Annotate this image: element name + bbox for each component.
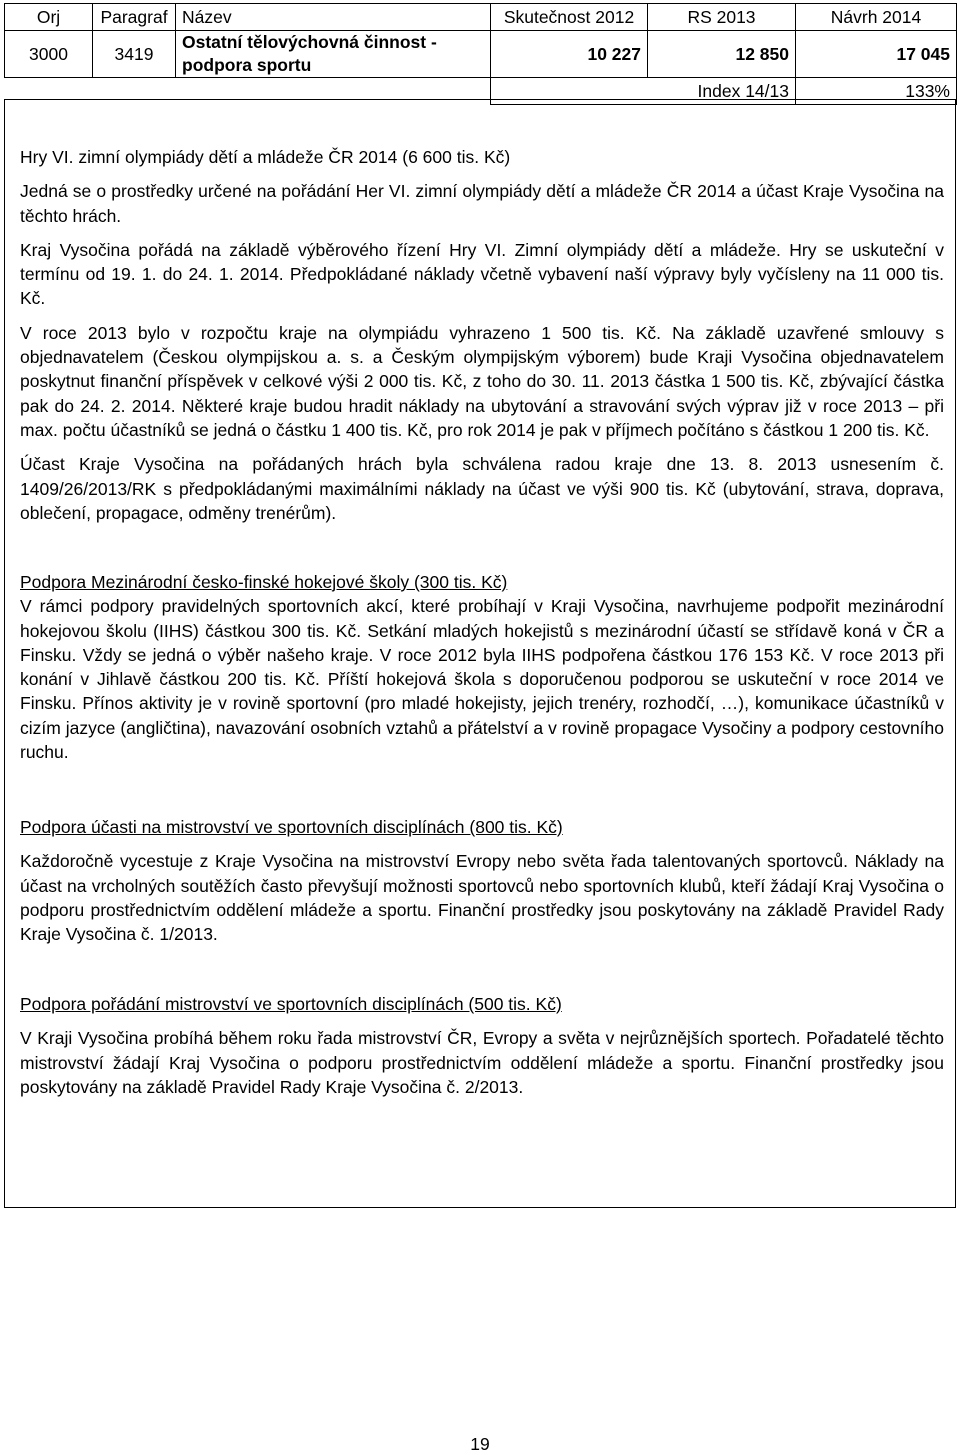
- index-value: 133%: [796, 78, 957, 105]
- paragraph: Jedná se o prostředky určené na pořádání Her VI. zimní olympiády dětí a mládeže ČR 2014 a účast Kraje Vysočina na těchto hrách.: [20, 181, 944, 226]
- header-rs-2013: RS 2013: [648, 4, 796, 31]
- header-skutecnost-2012: Skutečnost 2012: [491, 4, 648, 31]
- page-number: 19: [470, 1434, 490, 1454]
- paragraph: Kraj Vysočina pořádá na základě výběrového řízení Hry VI. Zimní olympiády dětí a mládeže. Hry se uskuteční v termínu od 19. 1. do 24. 1. 2014. Předpokládané náklady včetně vybavení naší výpravy byly vyčísleny na 11 000 tis. Kč.: [20, 239, 944, 309]
- section-olympiada: [20, 145, 944, 525]
- table-header-row: [5, 4, 957, 31]
- header-nazev: Název: [176, 4, 491, 31]
- table-row: [5, 31, 957, 78]
- section-heading: Hry VI. zimní olympiády dětí a mládeže ČR 2014 (6 600 tis. Kč): [20, 147, 511, 167]
- cell-orj: 3000: [5, 31, 93, 78]
- paragraph: V Kraji Vysočina probíhá během roku řada mistrovství ČR, Evropy a světa v nejrůznějších sportech. Pořadatelé těchto mistrovství žádají Kraj Vysočina o podporu prostřednictvím oddělení mládeže a sportu. Finanční prostředky jsou poskytovány na základě Pravidel Rady Kraje Vysočina č. 2/2013.: [20, 1028, 944, 1097]
- cell-nazev: Ostatní tělovýchovná činnost - podpora sportu: [176, 31, 491, 78]
- paragraph: Každoročně vycestuje z Kraje Vysočina na mistrovství Evropy nebo světa řada talentovaných sportovců. Náklady na účast na vrcholných soutěžích často převyšují možnosti sportovců nebo sportovních klubů, kteří žádají Kraj Vysočina o podporu prostřednictvím oddělení mládeže a sportu. Finanční prostředky jsou poskytovány na základě Pravidel Rady Kraje Vysočina č. 1/2013.: [20, 851, 944, 945]
- cell-navrh-2014: 17 045: [796, 31, 957, 78]
- paragraph: V rámci podpory pravidelných sportovních akcí, které probíhají v Kraji Vysočina, navrhujeme podpořit mezinárodní hokejovou školu (IIHS) částkou 300 tis. Kč. Setkání mladých hokejistů s mezinárodní účastí se střídavě koná v ČR a Finsku. Vždy se jedná o výběr našeho kraje. V roce 2012 byla IIHS podpořena částkou 176 153 Kč. V roce 2013 při konání v Jihlavě částkou 200 tis. Kč. Příští hokejová škola s doporučenou podporou se uskuteční v roce 2014 ve Finsku. Přínos aktivity je v rovině sportovní (pro mladé hokejisty, jejich trenéry, rozhodčí, …), komunikace účastníků v cizím jazyce (angličtina), navazování osobních vztahů a přátelství a v rovině propagace Vysočiny a podpory cestovního ruchu.: [20, 596, 944, 763]
- section-heading: Podpora účasti na mistrovství ve sportovních disciplínách (800 tis. Kč): [20, 817, 563, 837]
- cell-skutecnost-2012: 10 227: [491, 31, 648, 78]
- section-poradani-mistrovstvi: [20, 992, 944, 1099]
- budget-table: [4, 3, 957, 105]
- cell-rs-2013: 12 850: [648, 31, 796, 78]
- section-hokejova-skola: [20, 570, 944, 764]
- header-orj: Orj: [5, 4, 93, 31]
- section-heading: Podpora Mezinárodní česko-finské hokejové školy (300 tis. Kč): [20, 572, 508, 592]
- paragraph: V roce 2013 bylo v rozpočtu kraje na olympiádu vyhrazeno 1 500 tis. Kč. Na základě uzavřené smlouvy s objednavatelem (Českou olympijskou a. s. a Českým olympijským výborem) bude Kraji Vysočina objednavatelem poskytnut finanční příspěvek v celkové výši 2 000 tis. Kč, z toho do 30. 11. 2013 částka 1 500 tis. Kč, zbývající částka pak do 24. 2. 2014. Některé kraje budou hradit náklady na ubytování a stravování svých výprav již v roce 2013 – při max. počtu účastníků se jedná o částku 1 400 tis. Kč, pro rok 2014 je pak v příjmech počítáno s částkou 1 200 tis. Kč.: [20, 322, 944, 440]
- index-label: Index 14/13: [491, 78, 796, 105]
- section-heading: Podpora pořádání mistrovství ve sportovních disciplínách (500 tis. Kč): [20, 994, 562, 1014]
- header-navrh-2014: Návrh 2014: [796, 4, 957, 31]
- section-ucast-mistrovstvi: [20, 815, 944, 946]
- header-paragraf: Paragraf: [93, 4, 176, 31]
- paragraph: Účast Kraje Vysočina na pořádaných hrách byla schválena radou kraje dne 13. 8. 2013 usnesením č. 1409/26/2013/RK s předpokládanými maximálními náklady na účast ve výši 900 tis. Kč (ubytování, strava, doprava, oblečení, propagace, odměny trenérům).: [20, 454, 944, 523]
- cell-paragraf: 3419: [93, 31, 176, 78]
